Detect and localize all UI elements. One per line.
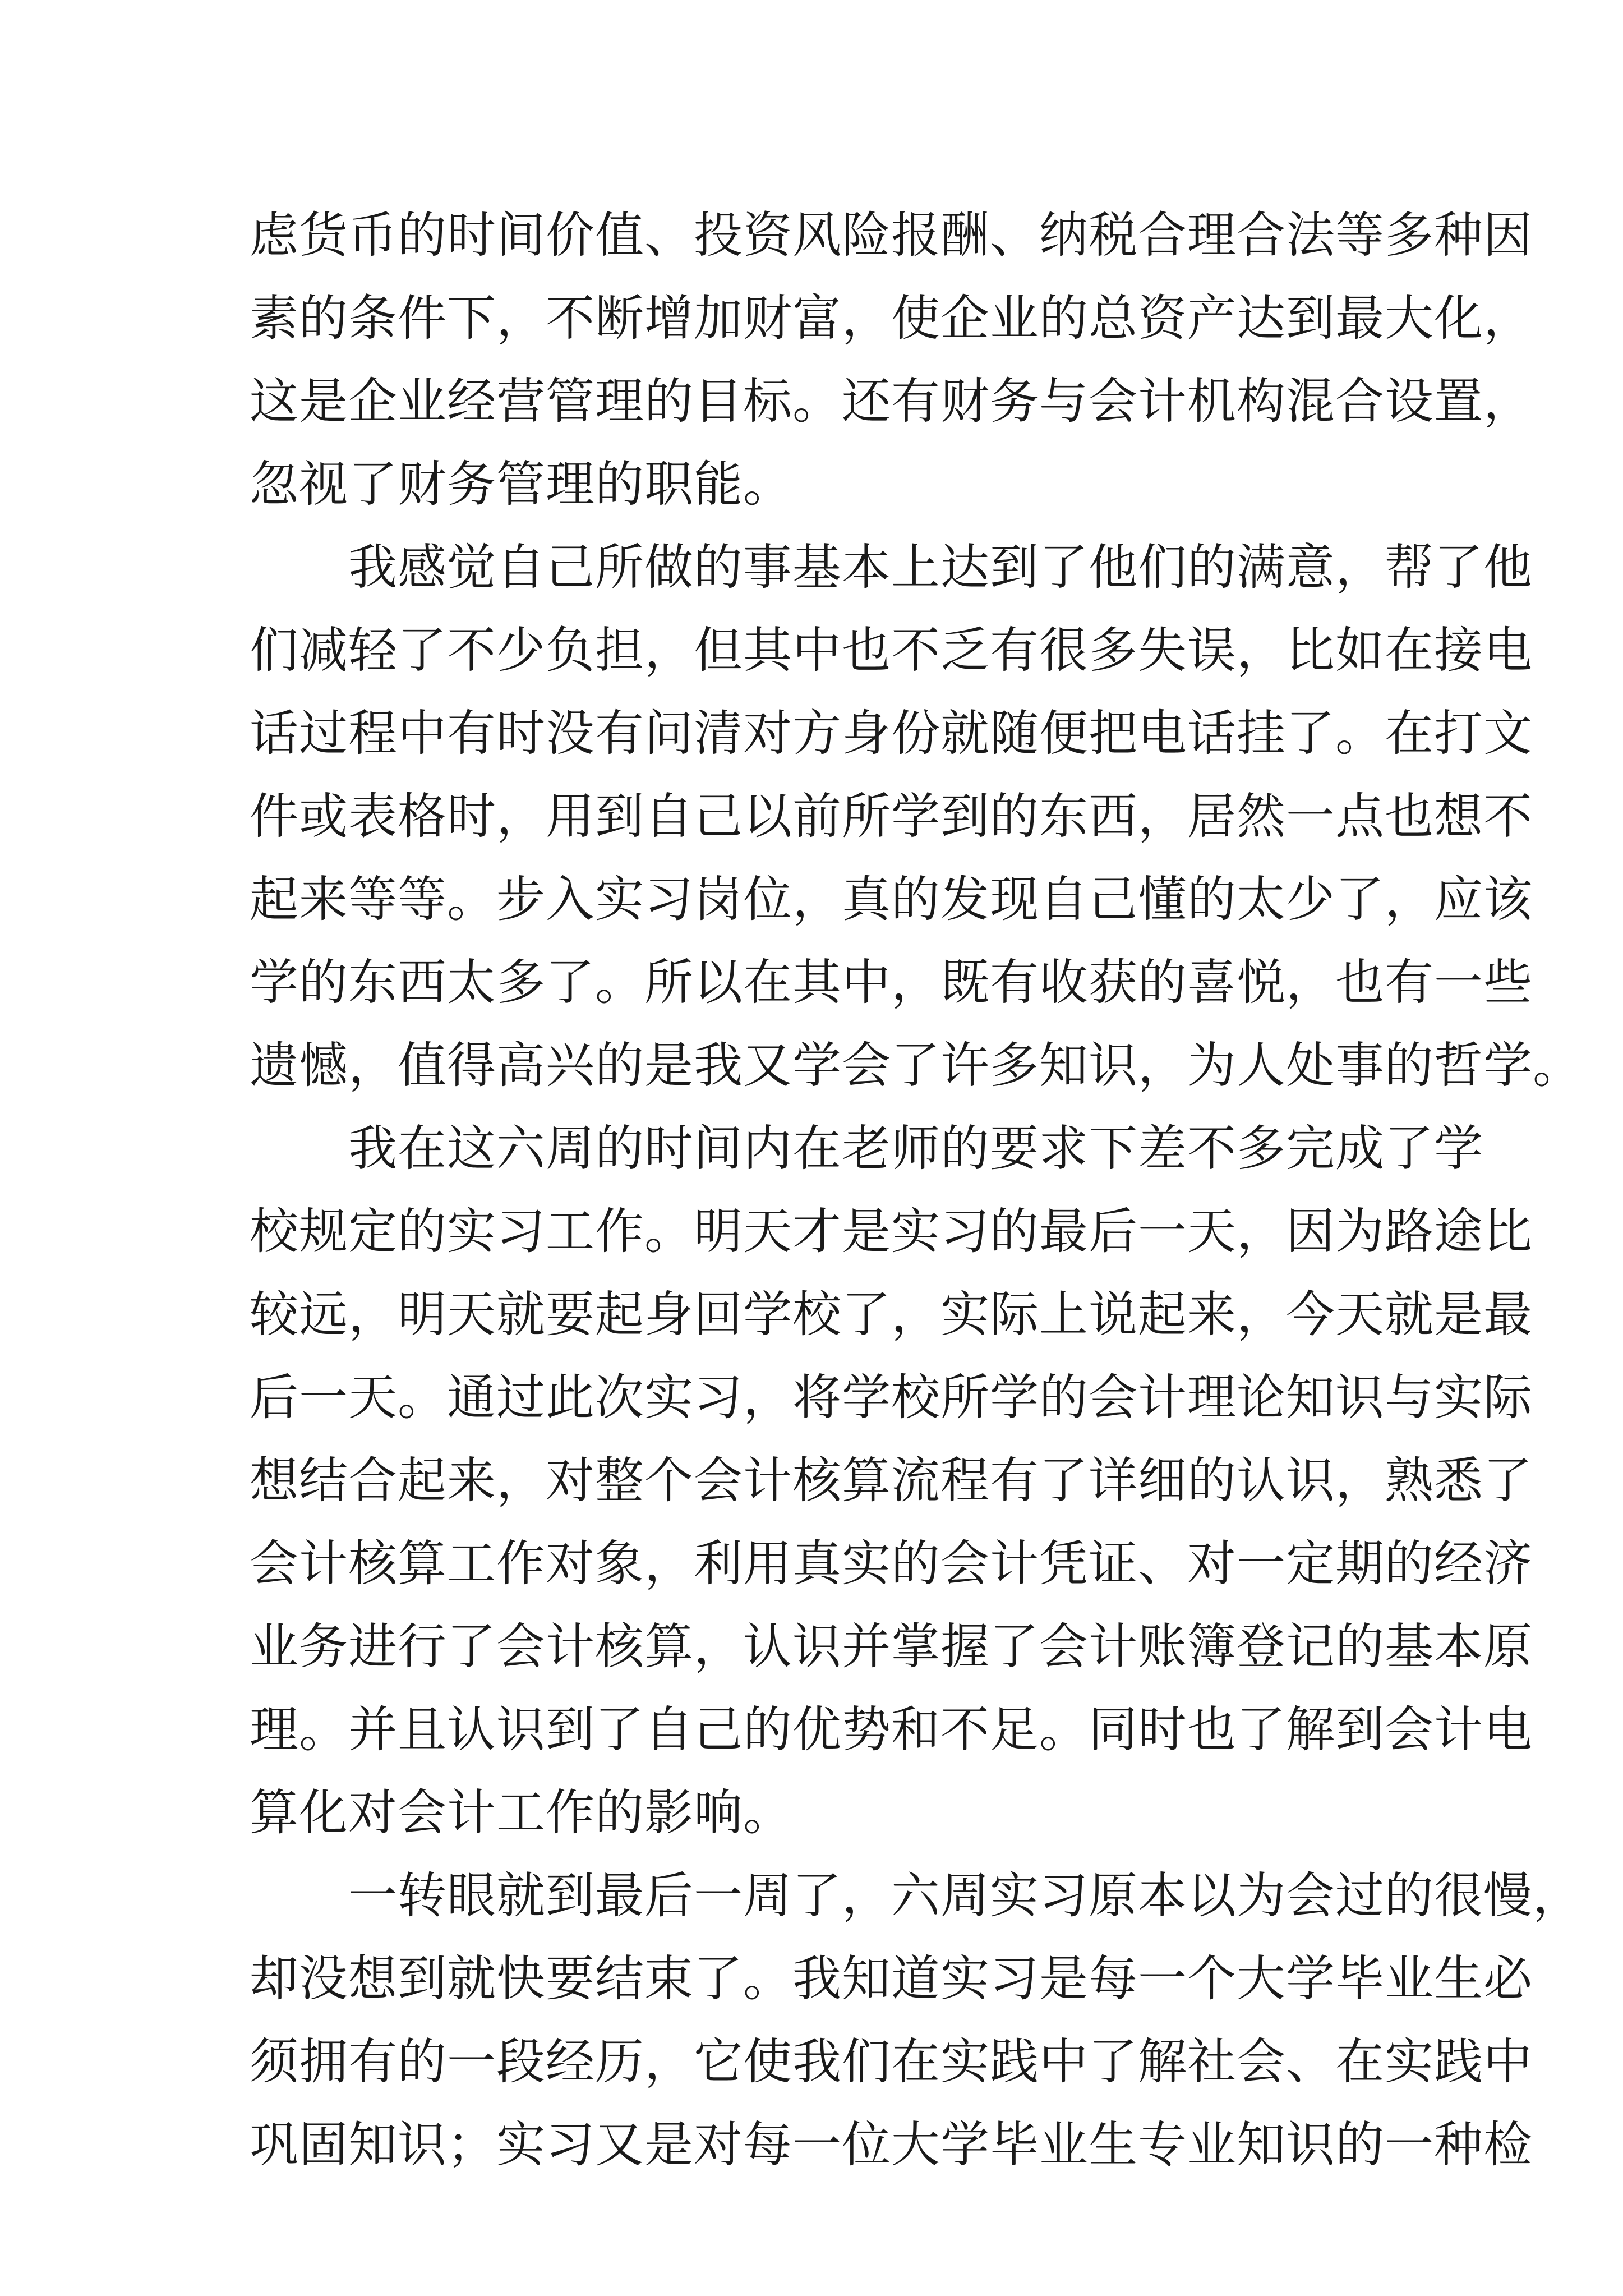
text-line: 忽视了财务管理的职能。	[250, 455, 792, 513]
text-line: 校规定的实习工作。明天才是实习的最后一天，因为路途比	[250, 1203, 1533, 1260]
paragraph-3	[250, 1107, 1533, 1854]
text-line: 这是企业经营管理的目标。还有财务与会计机构混合设置，	[250, 372, 1533, 430]
text-line: 遗憾，值得高兴的是我又学会了许多知识，为人处事的哲学。	[250, 1037, 1582, 1094]
text-line: 虑货币的时间价值、投资风险报酬、纳税合理合法等多种因	[250, 206, 1533, 264]
paragraph-1	[250, 194, 1533, 526]
text-line: 学的东西太多了。所以在其中，既有收获的喜悦，也有一些	[250, 954, 1533, 1011]
text-line: 会计核算工作对象，利用真实的会计凭证、对一定期的经济	[250, 1535, 1533, 1592]
text-line: 却没想到就快要结束了。我知道实习是每一个大学毕业生必	[250, 1950, 1533, 2007]
text-line: 话过程中有时没有问清对方身份就随便把电话挂了。在打文	[250, 705, 1533, 762]
paragraph-4	[250, 1854, 1582, 2186]
text-line: 后一天。通过此次实习，将学校所学的会计理论知识与实际	[250, 1369, 1533, 1426]
text-line: 我在这六周的时间内在老师的要求下差不多完成了学	[250, 1120, 1483, 1177]
text-line: 我感觉自己所做的事基本上达到了他们的满意，帮了他	[250, 539, 1533, 596]
text-line: 想结合起来，对整个会计核算流程有了详细的认识，熟悉了	[250, 1452, 1533, 1509]
text-line: 素的条件下，不断增加财富，使企业的总资产达到最大化，	[250, 289, 1533, 347]
text-line: 业务进行了会计核算，认识并掌握了会计账簿登记的基本原	[250, 1618, 1533, 1675]
body-text	[250, 194, 1582, 2186]
text-line: 较远，明天就要起身回学校了，实际上说起来，今天就是最	[250, 1286, 1533, 1343]
text-line: 一转眼就到最后一周了，六周实习原本以为会过的很慢，	[250, 1867, 1582, 1924]
text-line: 巩固知识；实习又是对每一位大学毕业生专业知识的一种检	[250, 2116, 1533, 2173]
text-line: 件或表格时，用到自己以前所学到的东西，居然一点也想不	[250, 788, 1533, 845]
text-line: 须拥有的一段经历，它使我们在实践中了解社会、在实践中	[250, 2033, 1533, 2090]
text-line: 们减轻了不少负担，但其中也不乏有很多失误，比如在接电	[250, 622, 1533, 679]
text-line: 算化对会计工作的影响。	[250, 1784, 792, 1841]
text-line: 起来等等。步入实习岗位，真的发现自己懂的太少了，应该	[250, 871, 1533, 928]
paragraph-2	[250, 526, 1582, 1107]
text-line: 理。并且认识到了自己的优势和不足。同时也了解到会计电	[250, 1701, 1533, 1758]
